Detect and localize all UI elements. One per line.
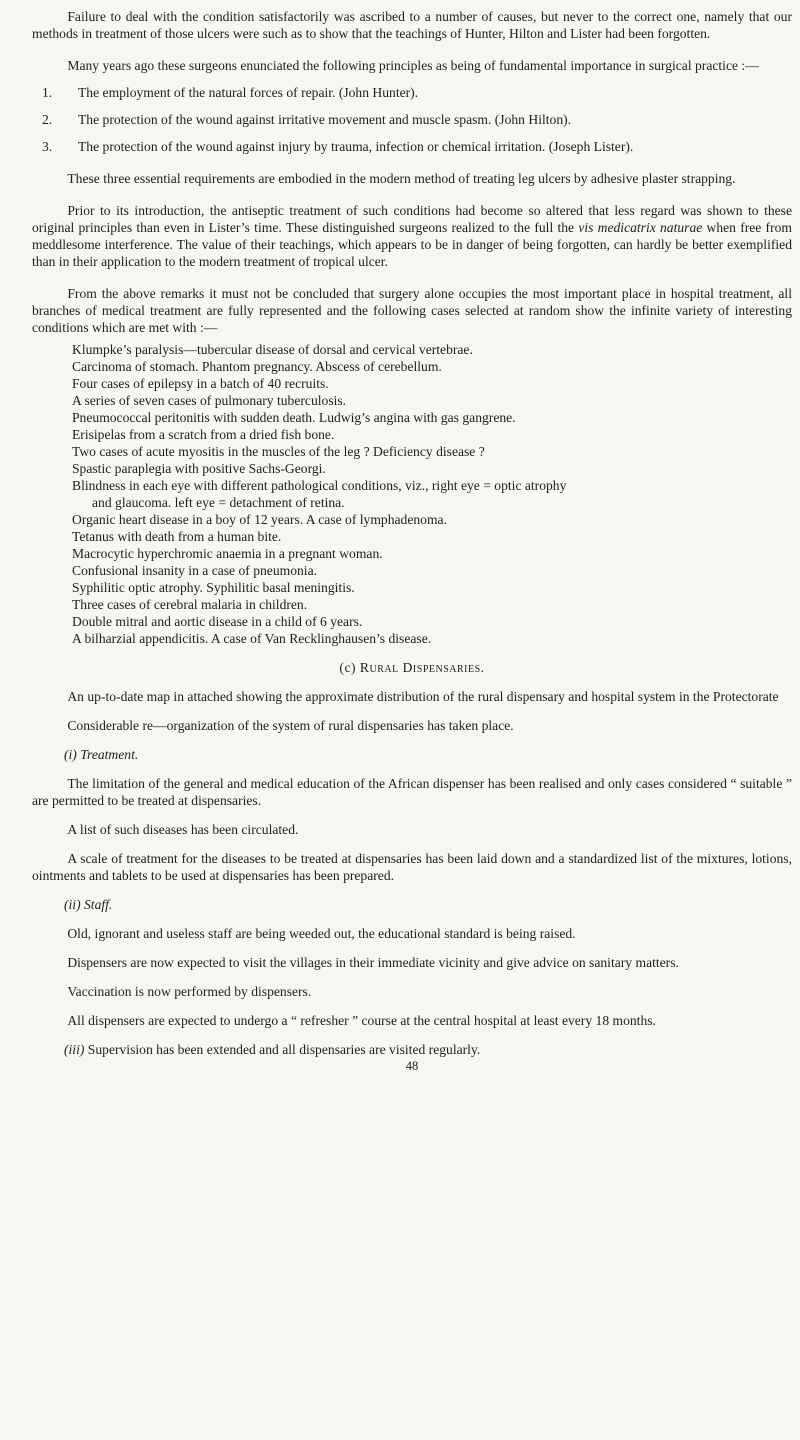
principle-text: The protection of the wound against injury by trauma, infection or chemical irritation. (Joseph Lister). xyxy=(78,139,634,154)
paragraph-essential-requirements: These three essential requirements are embodied in the modern method of treating leg ulcers by adhesive plaster strapping. xyxy=(67,171,736,186)
principle-number: 3. xyxy=(42,139,53,154)
case-item: Double mitral and aortic disease in a child of 6 years. xyxy=(72,614,363,629)
latin-phrase: vis medicatrix naturae xyxy=(578,220,703,235)
document-page xyxy=(32,8,792,1075)
paragraph-reorganization: Considerable re—organization of the system of rural dispensaries has taken place. xyxy=(67,718,514,733)
page-number: 48 xyxy=(405,1059,419,1073)
paragraph-antiseptic-part-b: when free from meddlesome interference. The value of their teachings, which appears to be in danger of being forgotten, can hardly be better exemplified than in their application to the modern treatment of tropical ulcer. xyxy=(32,220,792,269)
paragraph-vaccination: Vaccination is now performed by dispensers. xyxy=(67,984,312,999)
case-item: Organic heart disease in a boy of 12 years. A case of lymphadenoma. xyxy=(72,512,447,527)
paragraph-supervision xyxy=(32,1041,792,1058)
section-label: (c) xyxy=(339,660,357,675)
case-item: Two cases of acute myositis in the muscles of the leg ? Deficiency disease ? xyxy=(72,444,485,459)
paragraph-failure: Failure to deal with the condition satisfactorily was ascribed to a number of causes, but never to the correct one, namely that our methods in treatment of those ulcers were such as to show that the teachings of Hunter, Hilton and Lister had been forgotten. xyxy=(32,9,792,41)
paragraph-dispensers-visit: Dispensers are now expected to visit the villages in their immediate vicinity and give advice on sanitary matters. xyxy=(67,955,679,970)
case-item: Carcinoma of stomach. Phantom pregnancy. Abscess of cerebellum. xyxy=(72,359,442,374)
case-item: Macrocytic hyperchromic anaemia in a pregnant woman. xyxy=(72,546,383,561)
case-item: Spastic paraplegia with positive Sachs-Georgi. xyxy=(72,461,326,476)
case-list xyxy=(32,341,792,647)
case-item: Confusional insanity in a case of pneumonia. xyxy=(72,563,318,578)
case-item-continued: and glaucoma. left eye = detachment of retina. xyxy=(92,495,345,510)
subheading-staff: (ii) Staff. xyxy=(64,897,113,912)
paragraph-principles-intro: Many years ago these surgeons enunciated the following principles as being of fundamental importance in surgical practice :— xyxy=(67,58,759,73)
supervision-text: Supervision has been extended and all dispensaries are visited regularly. xyxy=(87,1042,481,1057)
paragraph-map: An up-to-date map in attached showing the approximate distribution of the rural dispensary and hospital system in the Protectorate xyxy=(67,689,779,704)
paragraph-treatment-limitation: The limitation of the general and medical education of the African dispenser has been realised and only cases considered “ suitable ” are permitted to be treated at dispensaries. xyxy=(32,776,792,808)
case-item: Tetanus with death from a human bite. xyxy=(72,529,282,544)
case-item: Three cases of cerebral malaria in children. xyxy=(72,597,308,612)
supervision-label: (iii) xyxy=(64,1042,85,1057)
paragraph-antiseptic xyxy=(32,202,792,270)
case-item: Erisipelas from a scratch from a dried fish bone. xyxy=(72,427,335,442)
principle-item xyxy=(32,138,792,155)
principle-text: The protection of the wound against irritative movement and muscle spasm. (John Hilton). xyxy=(78,112,572,127)
principles-list xyxy=(32,84,792,155)
paragraph-diseases-list: A list of such diseases has been circulated. xyxy=(67,822,299,837)
paragraph-antiseptic-part-a: Prior to its introduction, the antiseptic treatment of such conditions had become so altered that less regard was shown to these original principles than even in Lister’s time. These distinguished surgeons realized to the full the xyxy=(32,203,792,235)
principle-item xyxy=(32,84,792,101)
case-item: Four cases of epilepsy in a batch of 40 recruits. xyxy=(72,376,329,391)
paragraph-treatment-scale: A scale of treatment for the diseases to be treated at dispensaries has been laid down and a standardized list of the mixtures, lotions, ointments and tablets to be used at dispensaries has been prepared. xyxy=(32,851,792,883)
principle-text: The employment of the natural forces of repair. (John Hunter). xyxy=(78,85,419,100)
case-item: Blindness in each eye with different pathological conditions, viz., right eye = optic atrophy xyxy=(72,478,567,493)
case-item: Pneumococcal peritonitis with sudden death. Ludwig’s angina with gas gangrene. xyxy=(72,410,516,425)
paragraph-refresher-course: All dispensers are expected to undergo a “ refresher ” course at the central hospital at least every 18 months. xyxy=(67,1013,656,1028)
subheading-treatment: (i) Treatment. xyxy=(64,747,139,762)
principle-number: 2. xyxy=(42,112,53,127)
section-heading-rural-dispensaries xyxy=(32,659,792,676)
principle-number: 1. xyxy=(42,85,53,100)
paragraph-surgery-remarks: From the above remarks it must not be concluded that surgery alone occupies the most important place in hospital treatment, all branches of medical treatment are fully represented and the following cases selected at random show the infinite variety of interesting conditions which are met with :— xyxy=(32,286,792,335)
section-title: Rural Dispensaries. xyxy=(359,660,485,675)
principle-item xyxy=(32,111,792,128)
case-item: A series of seven cases of pulmonary tuberculosis. xyxy=(72,393,347,408)
case-item: A bilharzial appendicitis. A case of Van Recklinghausen’s disease. xyxy=(72,631,432,646)
paragraph-staff-weeded: Old, ignorant and useless staff are being weeded out, the educational standard is being raised. xyxy=(67,926,576,941)
case-item: Klumpke’s paralysis—tubercular disease of dorsal and cervical vertebrae. xyxy=(72,342,473,357)
case-item: Syphilitic optic atrophy. Syphilitic basal meningitis. xyxy=(72,580,355,595)
